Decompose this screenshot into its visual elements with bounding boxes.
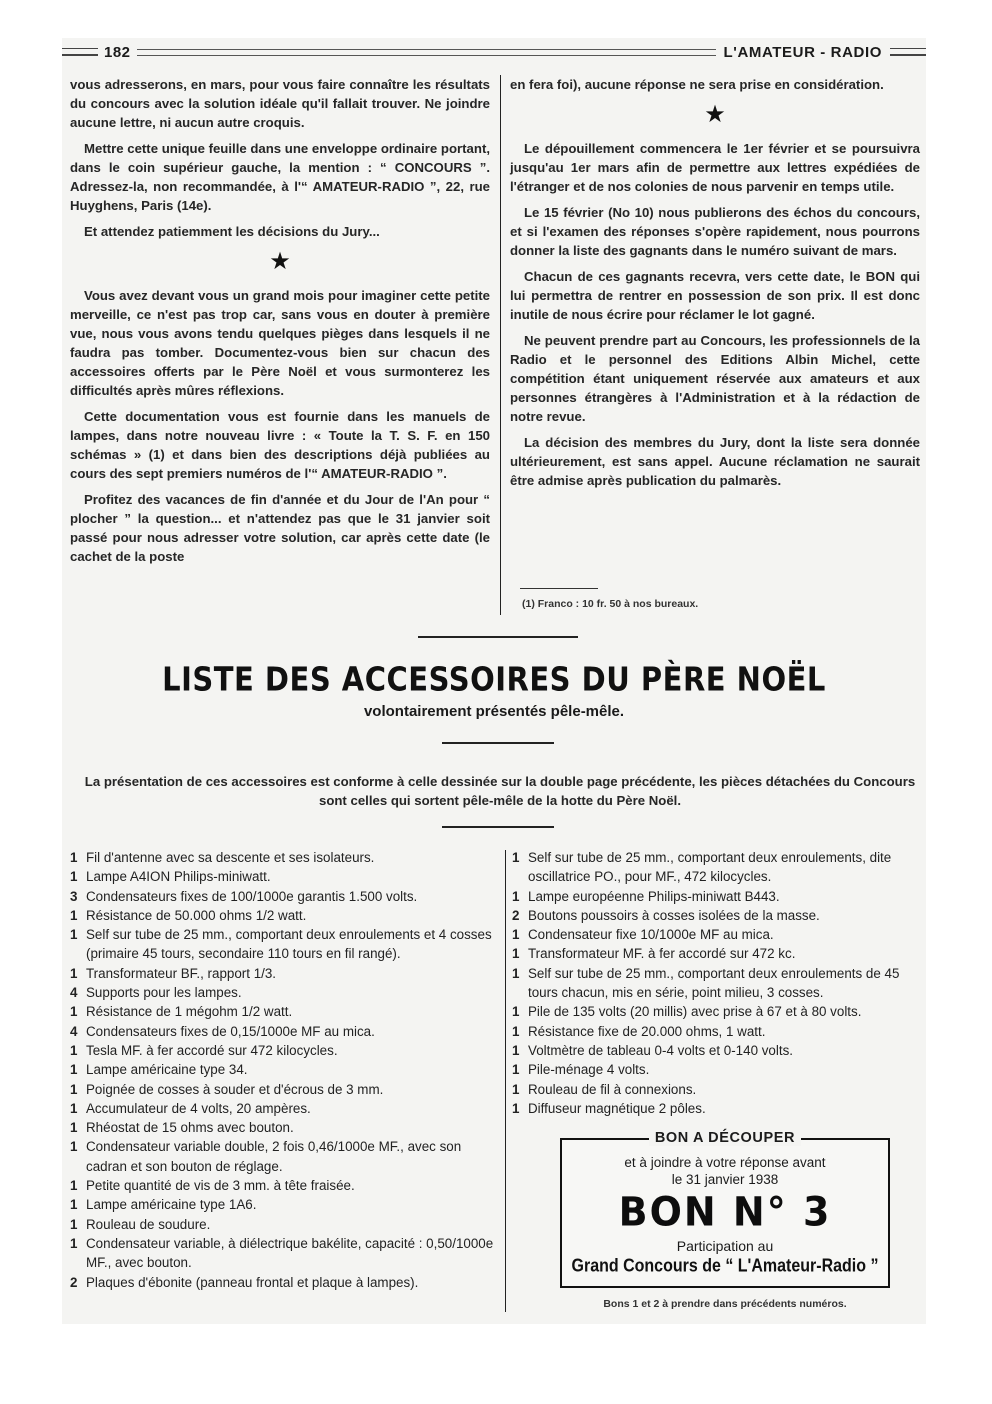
item-quantity: 1 (70, 1004, 78, 1020)
list-item (70, 1137, 498, 1176)
item-description: Fil d'antenne avec sa descente et ses isolateurs. (86, 850, 375, 865)
paragraph: Cette documentation vous est fournie dans les manuels de lampes, dans notre nouveau livre : « Toute la T. S. F. en 150 schémas » (1) et dans bien des descriptions déjà publiées au cours des sept premiers numéros de l'“ AMATEUR-RADIO ”. (70, 409, 490, 481)
item-quantity: 1 (70, 850, 78, 865)
item-description: Résistance de 50.000 ohms 1/2 watt. (86, 907, 307, 923)
list-item (512, 1099, 930, 1118)
item-quantity: 1 (70, 965, 78, 981)
item-description: Condensateurs fixes de 100/1000e garantis 1.500 volts. (86, 888, 418, 904)
item-description: Tesla MF. à fer accordé sur 472 kilocycles. (86, 1042, 338, 1058)
page-number: 182 (104, 43, 131, 61)
item-description: Condensateur variable double, 2 fois 0,46/1000e MF., avec son cadran et son bouton de réglage. (86, 1139, 462, 1174)
paragraph: en fera foi), aucune réponse ne sera prise en considération. (510, 77, 884, 92)
list-item (512, 1060, 930, 1079)
item-description: Petite quantité de vis de 3 mm. à tête fraisée. (86, 1178, 355, 1194)
list-item (70, 1022, 498, 1041)
list-item (70, 906, 498, 925)
item-description: Self sur tube de 25 mm., comportant deux enroulements, dite oscillatrice PO., pour MF., 472 kilocycles. (528, 850, 892, 885)
section-subtitle: volontairement présentés pêle-mêle. (363, 703, 625, 720)
item-quantity: 1 (70, 1120, 78, 1136)
list-item (70, 925, 498, 964)
list-item (512, 1022, 930, 1041)
item-quantity: 1 (70, 1100, 78, 1116)
item-quantity: 1 (70, 1062, 78, 1078)
list-item (70, 867, 498, 886)
item-description: Résistance fixe de 20.000 ohms, 1 watt. (528, 1023, 766, 1039)
item-quantity: 1 (512, 1062, 520, 1078)
item-description: Lampe européenne Philips-miniwatt B443. (528, 888, 780, 904)
item-description: Self sur tube de 25 mm., comportant deux enroulements de 45 tours chacun, mis en série, point milieu, 3 cosses. (528, 965, 900, 1001)
star-separator: ★ (269, 248, 291, 275)
item-description: Supports pour les lampes. (86, 985, 242, 1001)
item-description: Rouleau de fil à connexions. (528, 1081, 697, 1097)
footnote: (1) Franco : 10 fr. 50 à nos bureaux. (522, 598, 699, 610)
list-item (512, 887, 930, 906)
list-item (512, 944, 930, 963)
list-item (512, 964, 930, 1003)
item-description: Résistance de 1 mégohm 1/2 watt. (86, 1004, 293, 1020)
coupon-note: Bons 1 et 2 à prendre dans précédents numéros. (603, 1298, 847, 1310)
item-quantity: 1 (512, 1042, 520, 1058)
coupon-header (562, 1129, 888, 1147)
paragraph: Profitez des vacances de fin d'année et du Jour de l'An pour “ plocher ” la question... et n'attendez pas que le 31 janvier soit passé pour nous adresser votre solution, car après cette date (le cachet de la poste (70, 492, 490, 564)
item-description: Lampe A4ION Philips-miniwatt. (86, 869, 271, 885)
list-item (70, 1060, 498, 1079)
list-item (512, 906, 930, 925)
item-quantity: 1 (512, 965, 520, 981)
item-quantity: 1 (70, 907, 78, 923)
list-item (70, 1176, 498, 1195)
list-item (70, 848, 498, 867)
header-rule-middle (137, 49, 716, 56)
list-item (70, 1215, 498, 1234)
item-description: Boutons poussoirs à cosses isolées de la masse. (528, 907, 820, 923)
coupon-contest-name: Grand Concours de “ L'Amateur-Radio ” (571, 1256, 879, 1277)
item-quantity: 1 (70, 869, 78, 885)
item-quantity: 1 (512, 888, 520, 904)
item-description: Pile-ménage 4 volts. (528, 1062, 650, 1078)
item-quantity: 1 (512, 927, 520, 943)
item-description: Self sur tube de 25 mm., comportant deux enroulements et 4 cosses (primaire 45 tours, secondaire 110 tours en fil rangé). (86, 927, 492, 962)
item-quantity: 1 (70, 1197, 78, 1213)
list-item (70, 1099, 498, 1118)
list-item (70, 887, 498, 906)
list-item (512, 1041, 930, 1060)
item-description: Lampe américaine type 34. (86, 1062, 248, 1078)
section-title: LISTE DES ACCESSOIRES DU PÈRE NOËL (162, 659, 826, 699)
coupon-box (560, 1130, 890, 1288)
coupon-header-label: BON A DÉCOUPER (649, 1130, 801, 1146)
item-quantity: 1 (70, 927, 78, 943)
list-item (512, 1080, 930, 1099)
header-rule-right (890, 48, 926, 56)
list-item (70, 1234, 498, 1273)
accessories-list-right (512, 848, 930, 1118)
item-quantity: 1 (70, 1178, 78, 1194)
running-header (62, 42, 926, 62)
column-divider (500, 75, 501, 615)
item-quantity: 4 (70, 985, 78, 1001)
item-quantity: 4 (70, 1023, 78, 1039)
item-quantity: 1 (512, 1004, 520, 1020)
paragraph: Chacun de ces gagnants recevra, vers cette date, le BON qui lui permettra de rentrer en possession de son prix. Il est donc inutile de nous écrire pour réclamer le lot gagné. (510, 269, 920, 322)
list-item (70, 1080, 498, 1099)
title-rule-bottom (442, 742, 554, 744)
list-item (512, 925, 930, 944)
paragraph: Et attendez patiemment les décisions du Jury... (84, 224, 380, 239)
coupon-deadline: le 31 janvier 1938 (671, 1172, 779, 1187)
item-description: Rouleau de soudure. (86, 1216, 211, 1232)
paragraph: Le 15 février (No 10) nous publierons des échos du concours, et si l'examen des réponses s'opère rapidement, nous pourrons donner la liste des gagnants dans le numéro suivant de mars. (510, 205, 920, 258)
item-quantity: 1 (70, 1042, 78, 1058)
item-quantity: 1 (70, 1235, 78, 1251)
item-quantity: 1 (512, 1081, 520, 1097)
item-description: Rhéostat de 15 ohms avec bouton. (86, 1120, 294, 1136)
list-item (70, 1273, 498, 1292)
item-description: Diffuseur magnétique 2 pôles. (528, 1100, 706, 1116)
item-description: Accumulateur de 4 volts, 20 ampères. (86, 1100, 311, 1116)
paragraph: Vous avez devant vous un grand mois pour imaginer cette petite merveille, ce n'est pas trop car, sans vous en douter à première vue, nous vous avons tendu quelques pièges dans lesquels il ne faudra pas tomber. Documentez-vous bien sur chacun des accessoires offerts par le Père Noël et vous surmonterez les difficultés après mûres réflexions. (70, 288, 490, 398)
item-description: Condensateur variable, à diélectrique bakélite, capacité : 0,50/1000e MF., avec bouton. (86, 1235, 494, 1271)
list-item (512, 1002, 930, 1021)
item-description: Voltmètre de tableau 0-4 volts et 0-140 volts. (528, 1042, 793, 1058)
coupon-number: BON N° 3 (618, 1188, 832, 1236)
item-quantity: 1 (512, 1100, 520, 1116)
paragraph: La décision des membres du Jury, dont la liste sera donnée ultérieurement, est sans appel. Aucune réclamation ne saurait être admise après publication du palmarès. (510, 435, 920, 488)
item-description: Pile de 135 volts (20 millis) avec prise à 67 et à 80 volts. (528, 1004, 862, 1020)
item-description: Condensateurs fixes de 0,15/1000e MF au mica. (86, 1023, 375, 1039)
item-description: Plaques d'ébonite (panneau frontal et plaque à lampes). (86, 1274, 419, 1290)
paragraph: Ne peuvent prendre part au Concours, les professionnels de la Radio et le personnel des Editions Albin Michel, cette compétition étant uniquement réservée aux amateurs et aux personnes étrangères à l'Administration et à la rédaction de notre revue. (510, 333, 920, 424)
item-quantity: 2 (70, 1274, 78, 1290)
list-item (70, 1002, 498, 1021)
item-description: Condensateur fixe 10/1000e MF au mica. (528, 927, 774, 943)
left-column (70, 75, 490, 573)
running-title: L'AMATEUR - RADIO (723, 43, 882, 61)
item-quantity: 1 (512, 1023, 520, 1039)
intro-rule (442, 826, 554, 828)
list-item (70, 1195, 498, 1214)
item-quantity: 1 (512, 850, 520, 865)
item-description: Lampe américaine type 1A6. (86, 1197, 257, 1213)
list-item (70, 964, 498, 983)
header-rule-left (62, 48, 98, 56)
list-item (70, 983, 498, 1002)
item-quantity: 1 (512, 946, 520, 962)
item-description: Transformateur MF. à fer accordé sur 472 kc. (528, 946, 796, 962)
accessories-list-left (70, 848, 498, 1292)
coupon-instructions (562, 1154, 888, 1188)
coupon-instruction-line: et à joindre à votre réponse avant (624, 1155, 826, 1170)
item-quantity: 1 (70, 1216, 78, 1232)
item-description: Poignée de cosses à souder et d'écrous de 3 mm. (86, 1081, 384, 1097)
item-quantity: 1 (70, 1081, 78, 1097)
right-column (510, 75, 920, 497)
star-separator: ★ (704, 101, 726, 128)
paragraph: vous adresserons, en mars, pour vous faire connaître les résultats du concours avec la solution idéale qu'il fallait trouver. Ne joindre aucune lettre, ni aucun autre croquis. (70, 77, 490, 130)
list-item (70, 1118, 498, 1137)
coupon-participation: Participation au (676, 1238, 774, 1254)
item-quantity: 3 (70, 888, 78, 904)
paragraph: Le dépouillement commencera le 1er février et se poursuivra jusqu'au 1er mars afin de permettre aux lettres expédiées de l'étranger et de nos colonies de nous parvenir en temps utile. (510, 141, 920, 194)
section-intro: La présentation de ces accessoires est conforme à celle dessinée sur la double page précédente, les pièces détachées du Concours sont celles qui sortent pêle-mêle de la hotte du Père Noël. (84, 774, 916, 808)
item-quantity: 2 (512, 907, 520, 923)
list-item (512, 848, 930, 887)
footnote-rule (520, 588, 598, 589)
list-item (70, 1041, 498, 1060)
title-rule-top (418, 636, 578, 638)
item-quantity: 1 (70, 1139, 78, 1155)
item-description: Transformateur BF., rapport 1/3. (86, 965, 277, 981)
paragraph: Mettre cette unique feuille dans une enveloppe ordinaire portant, dans le coin supérieur gauche, la mention : “ CONCOURS ”. Adressez-la, non recommandée, à l'“ AMATEUR-RADIO ”, 22, rue Huyghens, Paris (14e). (70, 141, 490, 213)
list-divider (505, 850, 506, 1312)
